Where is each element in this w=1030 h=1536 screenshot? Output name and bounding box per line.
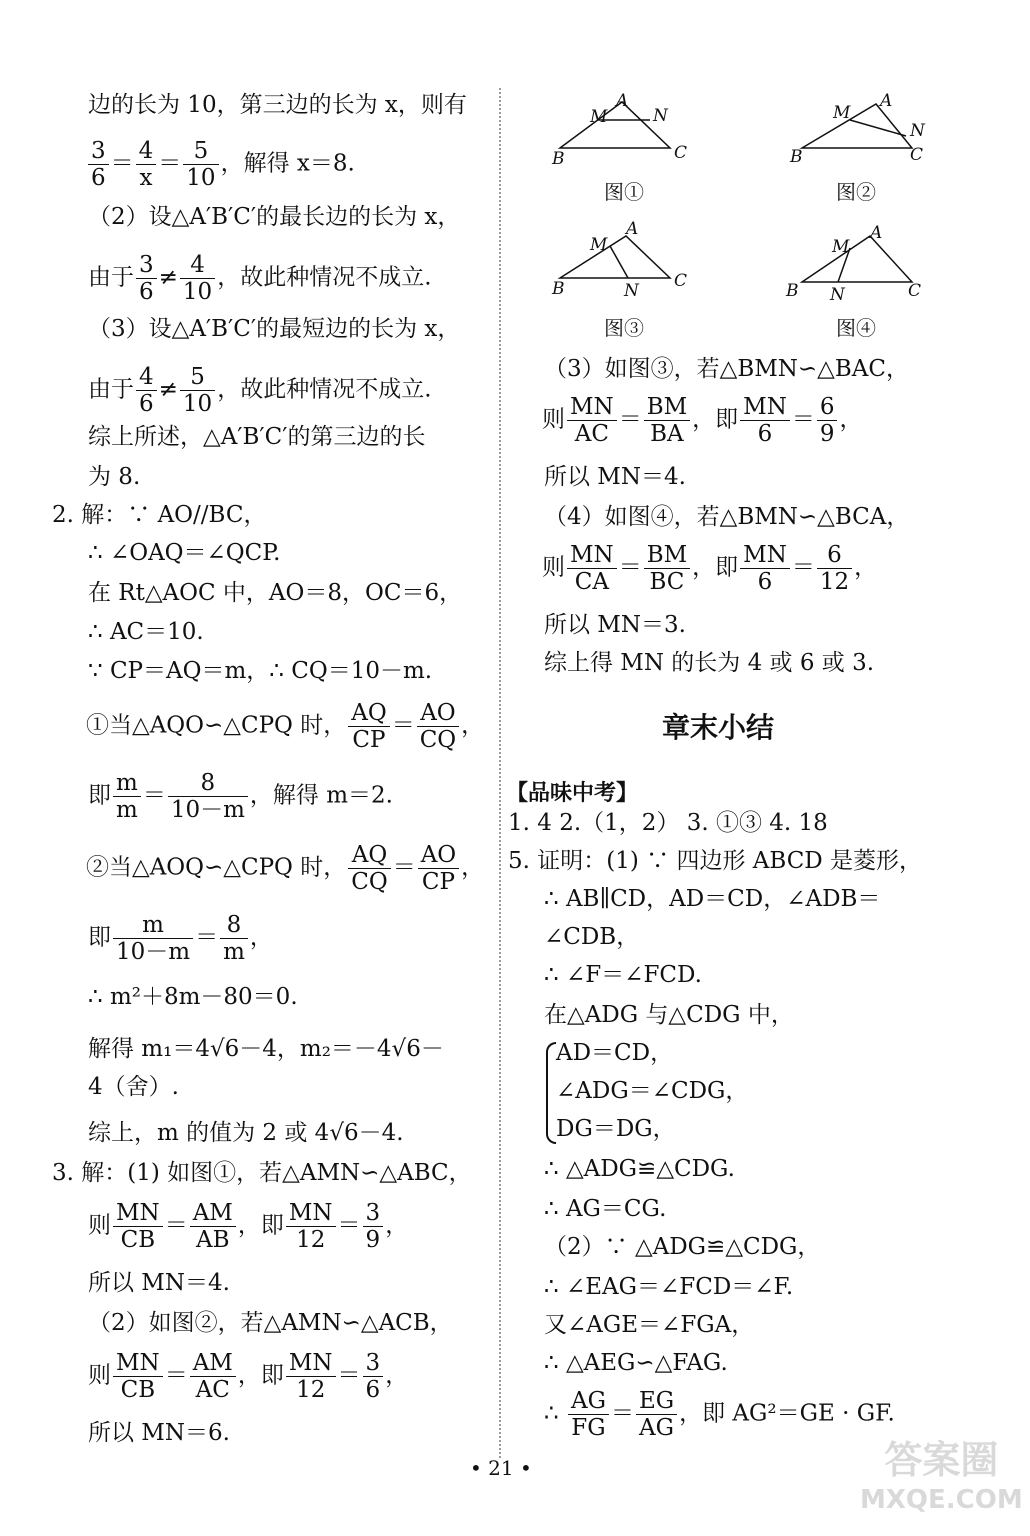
text-line: ∴ ∠EAG＝∠FCD＝∠F.	[544, 1274, 794, 1300]
text-line: ∵ CP＝AQ＝m，∴ CQ＝10－m.	[88, 658, 433, 684]
watermark-logo: 答案圈 MXQE.COM	[860, 1438, 1023, 1515]
fig2-label-b: B	[790, 147, 803, 167]
section-tag: 【品味中考】	[506, 781, 639, 806]
text-line: （2）∵ △ADG≌△CDG，	[544, 1234, 821, 1260]
fig1-label-a: A	[616, 91, 629, 111]
fraction: $\frac{5}{10}$	[183, 138, 218, 191]
fig1-label-c: C	[674, 143, 688, 163]
fig3-label-n: N	[624, 281, 639, 301]
equation-line: ①当△AQO∽△CPQ 时， $\frac{AQ}{CP}$ ＝ $\frac{AO}{CQ}$ ，	[86, 700, 485, 753]
figure-2-caption: 图②	[836, 180, 876, 204]
text-line: 综上得 MN 的长为 4 或 6 或 3.	[544, 650, 875, 676]
text-line: 所以 MN＝6.	[88, 1420, 230, 1446]
text-line: ∠ADG＝∠CDG，	[556, 1078, 749, 1104]
text-line: ∴ ∠OAQ＝∠QCP.	[88, 540, 281, 566]
equation-line: 由于 $\frac{4}{6}$ ≠ $\frac{5}{10}$ ，故此种情况不成立.	[88, 364, 432, 417]
figure-4-triangle	[802, 236, 912, 282]
text-line: AD＝CD，	[556, 1040, 674, 1066]
fig1-label-n: N	[653, 106, 668, 126]
figure-3-caption: 图③	[604, 316, 644, 340]
text-line: DG＝DG，	[556, 1116, 676, 1142]
fig4-label-b: B	[786, 281, 799, 301]
equation-line: 则 $\frac{MN}{CB}$ ＝ $\frac{AM}{AB}$ ，即 $\frac{MN}{12}$ ＝ $\frac{3}{9}$ ，	[88, 1200, 409, 1253]
figure-3-segment-mn	[610, 246, 628, 278]
section-heading: 章末小结	[662, 711, 775, 744]
text-line: 所以 MN＝4.	[544, 464, 686, 490]
text-line: 在△ADG 与△CDG 中，	[544, 1002, 794, 1028]
text-line: 3. 解：(1) 如图①，若△AMN∽△ABC，	[52, 1160, 472, 1186]
fraction: $\frac{3}{6}$	[88, 138, 109, 191]
fig2-label-a: A	[880, 91, 893, 111]
text-line: ∴ △AEG∽△FAG.	[544, 1350, 728, 1376]
text-line: ∴ △ADG≌△CDG.	[544, 1156, 735, 1182]
fig4-label-n: N	[830, 285, 845, 305]
page-number: • 21 •	[470, 1456, 532, 1480]
column-divider	[499, 88, 501, 1458]
text-line: （3）如图③，若△BMN∽△BAC，	[544, 356, 909, 382]
fig3-label-m: M	[590, 235, 608, 255]
text-line: ∴ AB∥CD，AD＝CD，∠ADB＝	[544, 886, 881, 912]
fig4-label-c: C	[908, 281, 922, 301]
text-line: （3）设△A′B′C′的最短边的长为 x，	[88, 316, 461, 342]
text-line: （2）设△A′B′C′的最长边的长为 x，	[88, 204, 461, 230]
equation-line: $\frac{3}{6}$ ＝ $\frac{4}{x}$ ＝ $\frac{5}{10}$ ，解得 x＝8.	[86, 138, 355, 191]
equation-line: 即 $\frac{m}{10-m}$ ＝ $\frac{8}{m}$ ，	[88, 912, 273, 965]
text-line: （4）如图④，若△BMN∽△BCA，	[544, 504, 910, 530]
text-line: 4（舍）.	[88, 1074, 179, 1100]
text-line: ∴ AC＝10.	[88, 619, 204, 645]
figure-3-triangle	[560, 236, 670, 278]
fig2-label-c: C	[910, 145, 924, 165]
text-line: 为 8.	[88, 464, 141, 490]
equation-line: 则 $\frac{MN}{AC}$ ＝ $\frac{BM}{BA}$ ，即 $\frac{MN}{6}$ ＝ $\frac{6}{9}$ ，	[542, 394, 863, 447]
system-brace	[546, 1042, 556, 1144]
figure-2-segment-mn	[850, 120, 906, 136]
equation-line: ②当△AOQ∽△CPQ 时， $\frac{AQ}{CQ}$ ＝ $\frac{AO}{CP}$ ，	[86, 842, 485, 895]
equation-line: ∴ $\frac{AG}{FG}$ ＝ $\frac{EG}{AG}$ ，即 AG²＝GE · GF.	[544, 1388, 895, 1441]
equation-line: 由于 $\frac{3}{6}$ ≠ $\frac{4}{10}$ ，故此种情况不成立.	[88, 252, 432, 305]
text-line: 所以 MN＝3.	[544, 612, 686, 638]
text-line: ∠CDB，	[544, 924, 640, 950]
fig4-label-m: M	[832, 237, 850, 257]
figure-4-caption: 图④	[836, 316, 876, 340]
figure-2-triangle	[802, 104, 912, 148]
text-line: 5. 证明：(1) ∵ 四边形 ABCD 是菱形，	[508, 848, 923, 874]
text-line: 2. 解：∵ AO//BC，	[52, 502, 267, 528]
text-line: 综上所述，△A′B′C′的第三边的长	[88, 424, 426, 450]
text-line: 所以 MN＝4.	[88, 1270, 230, 1296]
text-line: ∴ m²＋8m－80＝0.	[88, 984, 298, 1010]
fig3-label-a: A	[626, 219, 639, 239]
text-line: ∴ AG＝CG.	[544, 1196, 667, 1222]
text-line: 综上，m 的值为 2 或 4√6－4.	[88, 1120, 404, 1146]
fraction: $\frac{4}{x}$	[136, 138, 157, 191]
fig2-label-n: N	[910, 121, 925, 141]
text-line: 1. 4 2.（1，2） 3. ①③ 4. 18	[508, 810, 828, 836]
fig4-label-a: A	[870, 223, 883, 243]
figure-1-caption: 图①	[604, 180, 644, 204]
fig3-label-b: B	[552, 279, 565, 299]
fig3-label-c: C	[674, 271, 688, 291]
text-line: 边的长为 10，第三边的长为 x，则有	[88, 92, 467, 118]
equation-line: 即 $\frac{m}{m}$ ＝ $\frac{8}{10-m}$ ，解得 m＝2.	[88, 770, 393, 823]
text-line: ∴ ∠F＝∠FCD.	[544, 962, 702, 988]
text-line: 又∠AGE＝∠FGA，	[544, 1312, 755, 1338]
text-line: （2）如图②，若△AMN∽△ACB，	[88, 1310, 453, 1336]
fig1-label-b: B	[552, 149, 565, 169]
text-line: 解得 m₁＝4√6－4，m₂＝－4√6－	[88, 1036, 444, 1062]
fig1-label-m: M	[590, 107, 608, 127]
equation-line: 则 $\frac{MN}{CA}$ ＝ $\frac{BM}{BC}$ ，即 $\frac{MN}{6}$ ＝ $\frac{6}{12}$ ，	[542, 542, 878, 595]
equation-line: 则 $\frac{MN}{CB}$ ＝ $\frac{AM}{AC}$ ，即 $\frac{MN}{12}$ ＝ $\frac{3}{6}$ ，	[88, 1350, 409, 1403]
fig2-label-m: M	[833, 103, 851, 123]
text-line: 在 Rt△AOC 中，AO＝8，OC＝6，	[88, 580, 463, 606]
triangle-figures	[540, 90, 1000, 340]
